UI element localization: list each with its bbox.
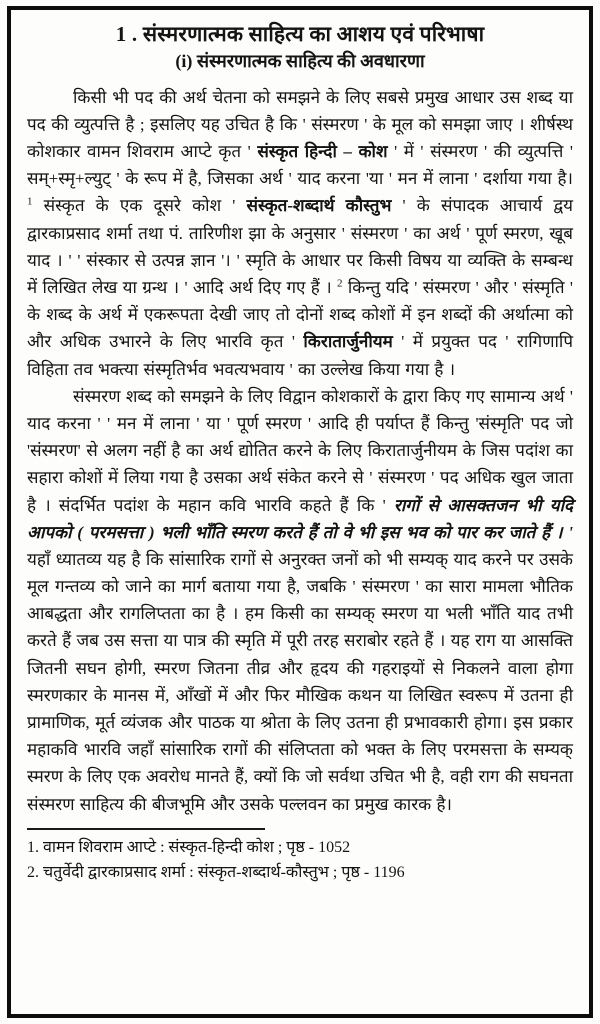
text-run: ' में ' संस्मरण ' की व्युत्पत्ति ' सम्+स्मृ+ल्युट् ' के रूप में है, जिसका अर्थ ' याद करना 'या ' मन में लाना ' दर्शाया गया है। xyxy=(27,142,573,189)
section-subtitle: (i) संस्मरणात्मक साहित्य की अवधारणा xyxy=(175,51,425,72)
text-run: किरातार्जुनीयम xyxy=(303,332,393,352)
footnote-divider xyxy=(27,828,265,830)
footnote-reference: 2 xyxy=(337,277,343,290)
chapter-title: 1 . संस्मरणात्मक साहित्य का आशय एवं परिभाषा xyxy=(115,22,485,46)
text-run: संस्कृत के एक दूसरे कोश ' xyxy=(32,196,247,216)
footnote: 1. वामन शिवराम आप्टे : संस्कृत-हिन्दी कोश ; पृष्ठ - 1052 xyxy=(27,838,351,856)
page-border-frame xyxy=(7,6,593,1018)
body-paragraphs xyxy=(27,84,573,818)
paragraph xyxy=(27,383,573,818)
text-run: किन्तु यदि ' संस्मरण ' और ' संस्मृति ' के शब्द के अर्थ में एकरूपता देखी जाए तो दोनों शब्द कोशों में इन शब्दों की अर्थात्मा को और अधिक उभारने के लिए भारवि कृत ' xyxy=(27,278,573,352)
text-run: रागों से आसक्तजन भी यदि आपको ( परमसत्ता ) भली भाँति स्मरण करते हैं तो वे भी इस भव को पार कर जाते हैं । ' xyxy=(27,495,573,542)
text-run: यहाँ ध्यातव्य यह है कि सांसारिक रागों से अनुरक्त जनों को भी सम्यक् याद करने पर उसके मूल गन्तव्य को जाने का मार्ग बताया गया है, जबकि ' संस्मरण ' का सारा मामला भौतिक आबद्धता और रागलिप्तता का है । हम किसी का सम्यक् स्मरण या भली भाँति याद तभी करते हैं जब उस सत्ता या पात्र की स्मृति में पूरी तरह सराबोर रहते हैं । यह राग या आसक्ति जितनी सघन होगी, स्मरण जितना तीव्र और हृदय की गहराइयों से निकलने वाला होगा स्मरणकार के मानस में, आँखों में और फिर मौखिक कथन या लिखित स्वरूप में उतना ही प्रामाणिक, मूर्त व्यंजक और पाठक या श्रोता के लिए उतना ही प्रभावकारी होगा। इस प्रकार महाकवि भारवि जहाँ सांसारिक रागों की संलिप्तता को भक्त के लिए परमसत्ता के सम्यक् स्मरण के लिए एक अवरोध मानते हैं, क्यों कि जो सर्वथा उचित भी है, वही राग की सघनता संस्मरण साहित्य की बीजभूमि और उसके पल्लवन का प्रमुख कारक है। xyxy=(27,549,573,814)
text-run: किसी भी पद की अर्थ चेतना को समझने के लिए सबसे प्रमुख आधार उस शब्द या पद की व्युत्पत्ति है ; इसलिए यह उचित है कि ' संस्मरण ' के मूल को समझा जाए । शीर्षस्थ कोशकार वामन शिवराम आप्टे कृत ' xyxy=(27,87,573,162)
footnotes xyxy=(27,836,573,886)
text-run: संस्कृत हिन्दी – कोश xyxy=(257,142,388,162)
text-run: ' में प्रयुक्त पद ' रागिणापि विहिता तव भक्त्या संस्मृतिर्भव भवत्यभवाय ' का उल्लेख किया गया है । xyxy=(27,332,573,379)
footnote-reference: 1 xyxy=(27,195,33,208)
text-run: संस्मरण शब्द को समझने के लिए विद्वान कोशकारों के द्वारा किए गए सामान्य अर्थ ' याद करना ' ' मन में लाना ' या ' पूर्ण स्मरण ' आदि ही पर्याप्त हैं किन्तु 'संस्मृति' पद जो 'संस्मरण' से अलग नहीं है का अर्थ द्योतित करने के लिए किरातार्जुनीयम के जिस पदांश का सहारा कोशों में लिया गया है उसका अर्थ संकेत करने से ' संस्मरण ' पद अधिक खुल जाता है । संदर्भित पदांश के महान कवि भारवि कहते हैं कि ' xyxy=(27,386,573,515)
text-run: ' के संपादक आचार्य द्वय द्वारकाप्रसाद शर्मा तथा पं. तारिणीश झा के अनुसार ' संस्मरण ' का अर्थ ' पूर्ण स्मरण, खूब याद । ' ' संस्कार से उत्पन्न ज्ञान '। ' स्मृति के आधार पर किसी विषय या व्यक्ति के सम्बन्ध में लिखित लेख या ग्रन्थ । ' आदि अर्थ दिए गए हैं । xyxy=(27,196,573,298)
paragraph xyxy=(27,84,573,383)
footnote: 2. चतुर्वेदी द्वारकाप्रसाद शर्मा : संस्कृत-शब्दार्थ-कौस्तुभ ; पृष्ठ - 1196 xyxy=(27,863,405,881)
text-run: संस्कृत-शब्दार्थ कौस्तुभ xyxy=(246,196,392,216)
